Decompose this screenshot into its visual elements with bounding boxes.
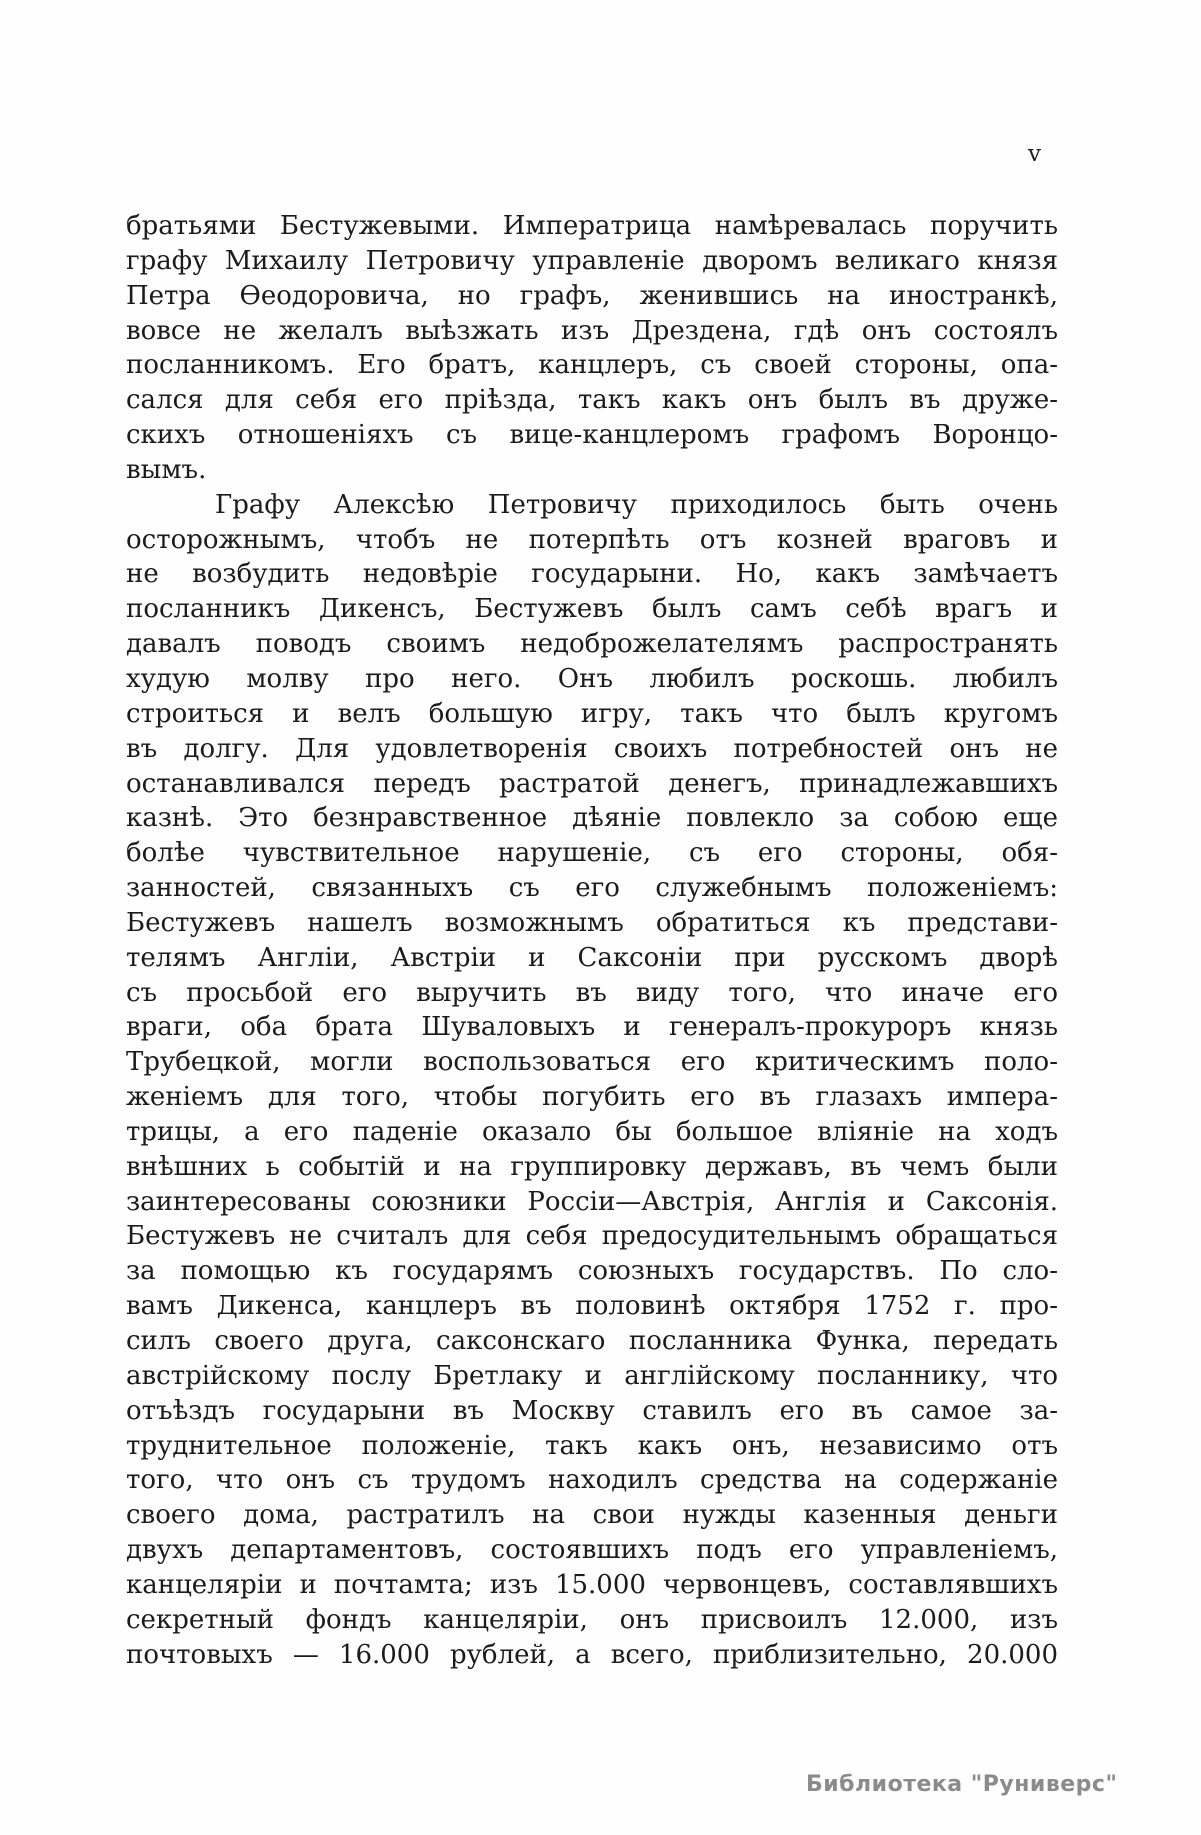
text-line: Графу Алексѣю Петровичу приходилось быть очень: [215, 489, 1058, 520]
text-line: строиться и велъ большую игру, такъ что былъ кругомъ: [126, 698, 1058, 729]
text-line: заинтересованы союзники Россіи—Австрія, Англія и Саксонія.: [126, 1186, 1058, 1217]
text-line: съ просьбой его выручить въ виду того, что иначе его: [126, 977, 1058, 1008]
text-line: трицы, а его паденіе оказало бы большое вліяніе на ходъ: [126, 1116, 1058, 1147]
text-line: братьями Бестужевыми. Императрица намѣревалась поручить: [126, 211, 1058, 241]
text-line: въ долгу. Для удовлетворенія своихъ потребностей онъ не: [126, 733, 1058, 764]
text-line: отъѣздъ государыни въ Москву ставилъ его въ самое за-: [126, 1395, 1058, 1426]
text-line: останавливался передъ растратой денегъ, принадлежавшихъ: [126, 768, 1058, 799]
text-line: за помощью къ государямъ союзныхъ государствъ. По сло-: [126, 1256, 1058, 1287]
page-text: [126, 209, 1058, 1672]
text-line: занностей, связанныхъ съ его служебнымъ положеніемъ:: [126, 873, 1058, 904]
text-line: худую молву про него. Онъ любилъ роскошь. любилъ: [126, 663, 1058, 694]
text-line: вымъ.: [126, 454, 207, 485]
text-line: осторожнымъ, чтобъ не потерпѣть отъ козней враговъ и: [126, 524, 1058, 555]
text-line: вовсе не желалъ выѣзжать изъ Дрездена, гдѣ онъ состоялъ: [126, 315, 1058, 346]
text-line: почтовыхъ — 16.000 рублей, а всего, приблизительно, 20.000: [126, 1639, 1058, 1670]
text-line: канцеляріи и почтамта; изъ 15.000 червонцевъ, составлявшихъ: [126, 1569, 1058, 1600]
text-line: давалъ поводъ своимъ недоброжелателямъ распространять: [126, 629, 1058, 660]
text-line: Бестужевъ не считалъ для себя предосудительнымъ обращаться: [126, 1221, 1058, 1252]
text-line: женіемъ для того, чтобы погубить его въ глазахъ импера-: [126, 1082, 1058, 1113]
text-line: телямъ Англіи, Австріи и Саксоніи при русскомъ дворѣ: [126, 942, 1058, 973]
library-watermark: Библиотека "Руниверс": [806, 1772, 1118, 1797]
text-line: графу Михаилу Петровичу управленіе дворомъ великаго князя: [126, 245, 1058, 276]
text-line: силъ своего друга, саксонскаго посланника Функа, передать: [126, 1326, 1058, 1356]
text-line: труднительное положеніе, такъ какъ онъ, независимо отъ: [126, 1430, 1058, 1461]
text-line: австрійскому послу Бретлаку и англійскому посланнику, что: [126, 1360, 1058, 1391]
text-line: Бестужевъ нашелъ возможнымъ обратиться къ представи-: [126, 907, 1058, 938]
text-line: Трубецкой, могли воспользоваться его критическимъ поло-: [126, 1047, 1058, 1078]
text-line: двухъ департаментовъ, состоявшихъ подъ его управленіемъ,: [126, 1535, 1058, 1566]
text-line: своего дома, растратилъ на свои нужды казенныя деньги: [126, 1500, 1058, 1531]
text-line: посланникомъ. Его братъ, канцлеръ, съ своей стороны, опа-: [126, 350, 1058, 381]
text-line: не возбудить недовѣріе государыни. Но, какъ замѣчаетъ: [126, 559, 1058, 590]
text-line: внѣшних ь событій и на группировку державъ, въ чемъ были: [126, 1151, 1058, 1182]
text-line: Петра Ѳеодоровича, но графъ, женившись на иностранкѣ,: [126, 280, 1058, 311]
text-line: вамъ Дикенса, канцлеръ въ половинѣ октября 1752 г. про-: [126, 1291, 1058, 1322]
text-line: посланникъ Дикенсъ, Бестужевъ былъ самъ себѣ врагъ и: [126, 594, 1058, 625]
text-line: скихъ отношеніяхъ съ вице-канцлеромъ графомъ Воронцо-: [126, 420, 1058, 451]
text-line: того, что онъ съ трудомъ находилъ средства на содержаніе: [126, 1465, 1058, 1496]
text-line: секретный фондъ канцеляріи, онъ присвоилъ 12.000, изъ: [126, 1604, 1058, 1635]
text-line: сался для себя его пріѣзда, такъ какъ онъ былъ въ друже-: [126, 385, 1058, 416]
page-number: v: [1028, 141, 1042, 167]
text-line: казнѣ. Это безнравственное дѣяніе повлекло за собою еще: [126, 803, 1058, 834]
text-line: болѣе чувствительное нарушеніе, съ его стороны, обя-: [126, 838, 1058, 869]
text-line: враги, оба брата Шуваловыхъ и генералъ-прокуроръ князь: [126, 1012, 1058, 1043]
